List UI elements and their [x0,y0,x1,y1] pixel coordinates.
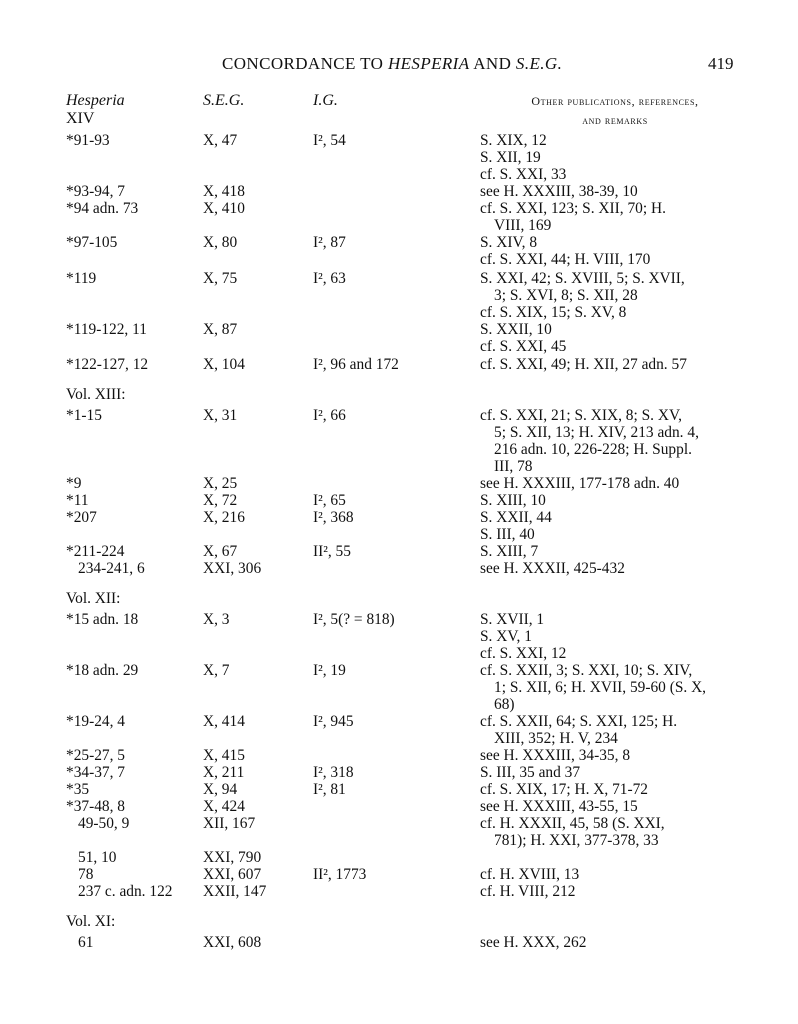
hesperia-reference: *122-127, 12 [66,356,149,373]
seg-reference: X, 216 [203,509,245,526]
other-references [480,509,740,543]
reference-line: XIII, 352; H. V, 234 [494,730,618,747]
column-header-hesperia: Hesperia XIV [66,92,125,127]
reference-line: cf. S. XXI, 49; H. XII, 27 adn. 57 [480,356,687,373]
ig-reference: I², 5(? = 818) [313,611,395,628]
reference-line: cf. S. XXII, 64; S. XXI, 125; H. [480,713,678,730]
hesperia-reference: *25-27, 5 [66,747,125,764]
other-references [480,815,740,849]
column-header-hesperia-volume: XIV [66,110,95,127]
volume-label-12: Vol. XII: [66,590,121,607]
seg-reference: XXI, 306 [203,560,262,577]
reference-line: S. XIII, 10 [480,492,546,509]
other-references [480,662,740,713]
reference-line: 68) [494,696,515,713]
hesperia-reference: *34-37, 7 [66,764,125,781]
reference-line: 3; S. XVI, 8; S. XII, 28 [494,287,638,304]
other-references [480,934,740,951]
running-title: CONCORDANCE TO HESPERIA AND S.E.G. [222,54,563,73]
hesperia-reference: *97-105 [66,234,118,251]
other-references [480,798,740,815]
seg-reference: X, 31 [203,407,238,424]
other-references [480,560,740,577]
reference-line: cf. S. XXII, 3; S. XXI, 10; S. XIV, [480,662,693,679]
reference-line: cf. H. XXXII, 45, 58 (S. XXI, [480,815,665,832]
ig-reference: I², 66 [313,407,346,424]
ig-reference: I², 368 [313,509,354,526]
column-header-ig: I.G. [313,92,338,109]
seg-reference: XXI, 608 [203,934,262,951]
hesperia-reference: 234-241, 6 [78,560,145,577]
reference-line: cf. S. XXI, 123; S. XII, 70; H. [480,200,666,217]
seg-reference: X, 424 [203,798,245,815]
other-references [480,543,740,560]
hesperia-reference: 51, 10 [78,849,117,866]
other-references [480,713,740,747]
seg-reference: XII, 167 [203,815,256,832]
hesperia-reference: *91-93 [66,132,110,149]
seg-reference: X, 94 [203,781,238,798]
reference-line: S. XIII, 7 [480,543,539,560]
reference-line: cf. H. VIII, 212 [480,883,576,900]
other-references [480,747,740,764]
ig-reference: I², 81 [313,781,346,798]
other-references [480,407,740,475]
seg-reference: X, 104 [203,356,245,373]
seg-reference: XXII, 147 [203,883,267,900]
hesperia-reference: *35 [66,781,90,798]
other-references [480,183,740,200]
hesperia-reference: *211-224 [66,543,125,560]
seg-reference: X, 7 [203,662,230,679]
other-references [480,883,740,900]
reference-line: see H. XXXII, 425-432 [480,560,625,577]
ig-reference: II², 55 [313,543,351,560]
seg-reference: X, 80 [203,234,238,251]
reference-line: cf. S. XIX, 17; H. X, 71-72 [480,781,648,798]
reference-line: S. XXII, 10 [480,321,552,338]
hesperia-reference: *93-94, 7 [66,183,125,200]
seg-reference: X, 414 [203,713,245,730]
seg-reference: X, 87 [203,321,238,338]
hesperia-reference: *94 adn. 73 [66,200,139,217]
seg-reference: X, 47 [203,132,238,149]
seg-reference: X, 3 [203,611,230,628]
ig-reference: I², 65 [313,492,346,509]
other-references [480,492,740,509]
reference-line: S. XII, 19 [480,149,541,166]
other-references [480,475,740,492]
hesperia-reference: *119-122, 11 [66,321,147,338]
seg-reference: X, 75 [203,270,238,287]
reference-line: see H. XXXIII, 43-55, 15 [480,798,638,815]
other-references [480,611,740,662]
column-header-seg: S.E.G. [203,92,245,109]
ig-reference: I², 318 [313,764,354,781]
reference-line: 216 adn. 10, 226-228; H. Suppl. [494,441,692,458]
ig-reference: II², 1773 [313,866,367,883]
reference-line: 5; S. XII, 13; H. XIV, 213 adn. 4, [494,424,699,441]
seg-reference: X, 211 [203,764,245,781]
reference-line: S. III, 40 [480,526,535,543]
reference-line: cf. S. XXI, 21; S. XIX, 8; S. XV, [480,407,682,424]
hesperia-reference: *19-24, 4 [66,713,125,730]
reference-line: cf. S. XXI, 12 [480,645,567,662]
reference-line: S. XXII, 44 [480,509,552,526]
reference-line: 781); H. XXI, 377-378, 33 [494,832,659,849]
seg-reference: X, 67 [203,543,238,560]
seg-reference: X, 418 [203,183,245,200]
hesperia-reference: 49-50, 9 [78,815,130,832]
reference-line: cf. S. XXI, 33 [480,166,567,183]
hesperia-reference: *15 adn. 18 [66,611,139,628]
reference-line: see H. XXXIII, 177-178 adn. 40 [480,475,680,492]
other-references [480,764,740,781]
hesperia-reference: 61 [78,934,94,951]
reference-line: cf. S. XXI, 45 [480,338,567,355]
other-references [480,200,740,234]
seg-reference: X, 25 [203,475,238,492]
seg-reference: X, 415 [203,747,245,764]
other-references [480,234,740,268]
other-references [480,132,740,183]
seg-reference: X, 410 [203,200,245,217]
reference-line: S. XIX, 12 [480,132,547,149]
ig-reference: I², 945 [313,713,354,730]
reference-line: cf. H. XVIII, 13 [480,866,580,883]
other-references [480,781,740,798]
seg-reference: XXI, 607 [203,866,262,883]
other-references [480,270,740,321]
other-references [480,321,740,355]
hesperia-reference: *119 [66,270,97,287]
hesperia-reference: 78 [78,866,94,883]
ig-reference: I², 54 [313,132,346,149]
hesperia-reference: *1-15 [66,407,102,424]
volume-label-11: Vol. XI: [66,913,116,930]
reference-line: S. III, 35 and 37 [480,764,581,781]
running-header [0,54,798,78]
hesperia-reference: *207 [66,509,97,526]
other-references [480,866,740,883]
reference-line: see H. XXXIII, 34-35, 8 [480,747,631,764]
other-references [480,356,740,373]
reference-line: cf. S. XIX, 15; S. XV, 8 [480,304,627,321]
reference-line: cf. S. XXI, 44; H. VIII, 170 [480,251,651,268]
reference-line: 1; S. XII, 6; H. XVII, 59-60 (S. X, [494,679,707,696]
seg-reference: X, 72 [203,492,238,509]
ig-reference: I², 87 [313,234,346,251]
reference-line: VIII, 169 [494,217,552,234]
ig-reference: I², 63 [313,270,346,287]
hesperia-reference: *37-48, 8 [66,798,125,815]
seg-reference: XXI, 790 [203,849,262,866]
reference-line: S. XV, 1 [480,628,532,645]
reference-line: III, 78 [494,458,533,475]
hesperia-reference: *11 [66,492,89,509]
page-number: 419 [708,54,734,73]
hesperia-reference: *9 [66,475,82,492]
reference-line: S. XIV, 8 [480,234,538,251]
reference-line: see H. XXXIII, 38-39, 10 [480,183,638,200]
column-header-other: Other publications, references, and remarks [531,94,699,127]
ig-reference: I², 19 [313,662,346,679]
reference-line: S. XXI, 42; S. XVIII, 5; S. XVII, [480,270,685,287]
reference-line: S. XVII, 1 [480,611,545,628]
hesperia-reference: *18 adn. 29 [66,662,139,679]
hesperia-reference: 237 c. adn. 122 [78,883,173,900]
ig-reference: I², 96 and 172 [313,356,399,373]
reference-line: see H. XXX, 262 [480,934,587,951]
volume-label-13: Vol. XIII: [66,386,126,403]
